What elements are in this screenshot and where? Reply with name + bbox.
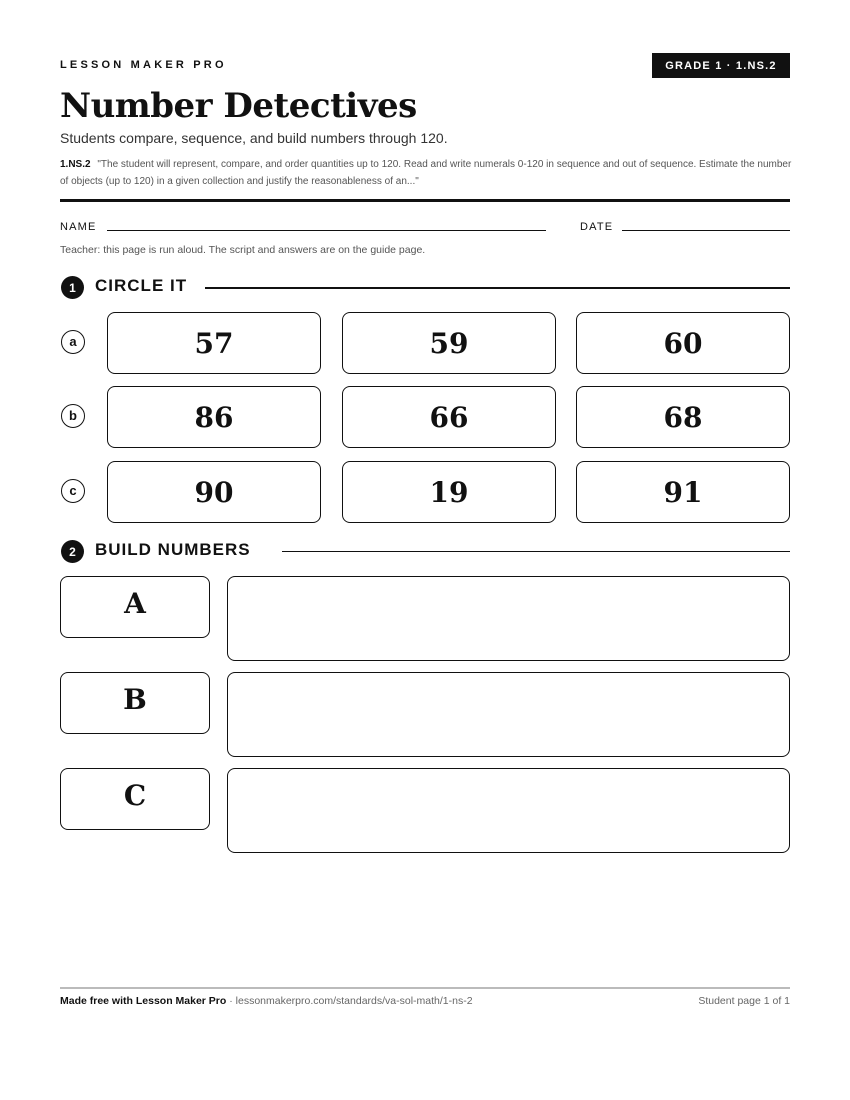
number-choice-c3[interactable]: 91 — [576, 461, 790, 523]
standard-text: "The student will represent, compare, and order quantities up to 120. Read and write numerals 0-120 in sequence and out of sequence. Estimate the number of objects (up to 120) in a given collection and justify the reasonableness of an..." — [60, 159, 792, 187]
footer-page-count: Student page 1 of 1 — [698, 995, 790, 1007]
standard-description — [60, 156, 795, 190]
section-2-title: BUILD NUMBERS — [95, 540, 251, 559]
brand-name: LESSON MAKER PRO — [60, 59, 227, 71]
build-label-b: B — [60, 672, 210, 734]
number-choice-c1[interactable]: 90 — [107, 461, 321, 523]
build-answer-area-b[interactable] — [227, 672, 790, 757]
section-1-title: CIRCLE IT — [95, 276, 188, 295]
name-line[interactable] — [107, 230, 546, 231]
footer-url[interactable]: · lessonmakerpro.com/standards/va-sol-math/1-ns-2 — [226, 995, 473, 1007]
footer-credit — [60, 995, 473, 1007]
build-label-c: C — [60, 768, 210, 830]
row-label-c: c — [61, 479, 85, 503]
date-line[interactable] — [622, 230, 790, 231]
teacher-note: Teacher: this page is run aloud. The script and answers are on the guide page. — [60, 244, 426, 256]
footer-divider — [60, 987, 790, 989]
number-choice-c2[interactable]: 19 — [342, 461, 556, 523]
number-choice-a2[interactable]: 59 — [342, 312, 556, 374]
section-2-divider — [282, 551, 790, 552]
row-label-b: b — [61, 404, 85, 428]
number-choice-a3[interactable]: 60 — [576, 312, 790, 374]
number-choice-b3[interactable]: 68 — [576, 386, 790, 448]
page-subtitle: Students compare, sequence, and build numbers through 120. — [60, 130, 448, 146]
date-label: DATE — [580, 221, 614, 233]
section-1-number: 1 — [61, 276, 84, 299]
number-choice-b1[interactable]: 86 — [107, 386, 321, 448]
row-label-a: a — [61, 330, 85, 354]
standard-code: 1.NS.2 — [60, 159, 91, 170]
page-title: Number Detectives — [60, 86, 417, 126]
build-answer-area-c[interactable] — [227, 768, 790, 853]
footer-made-with: Made free with Lesson Maker Pro — [60, 995, 227, 1007]
grade-badge: GRADE 1 · 1.NS.2 — [652, 53, 790, 78]
build-label-a: A — [60, 576, 210, 638]
section-1-divider — [205, 287, 790, 289]
number-choice-b2[interactable]: 66 — [342, 386, 556, 448]
name-label: NAME — [60, 221, 97, 233]
number-choice-a1[interactable]: 57 — [107, 312, 321, 374]
section-2-number: 2 — [61, 540, 84, 563]
header-divider — [60, 199, 790, 202]
build-answer-area-a[interactable] — [227, 576, 790, 661]
